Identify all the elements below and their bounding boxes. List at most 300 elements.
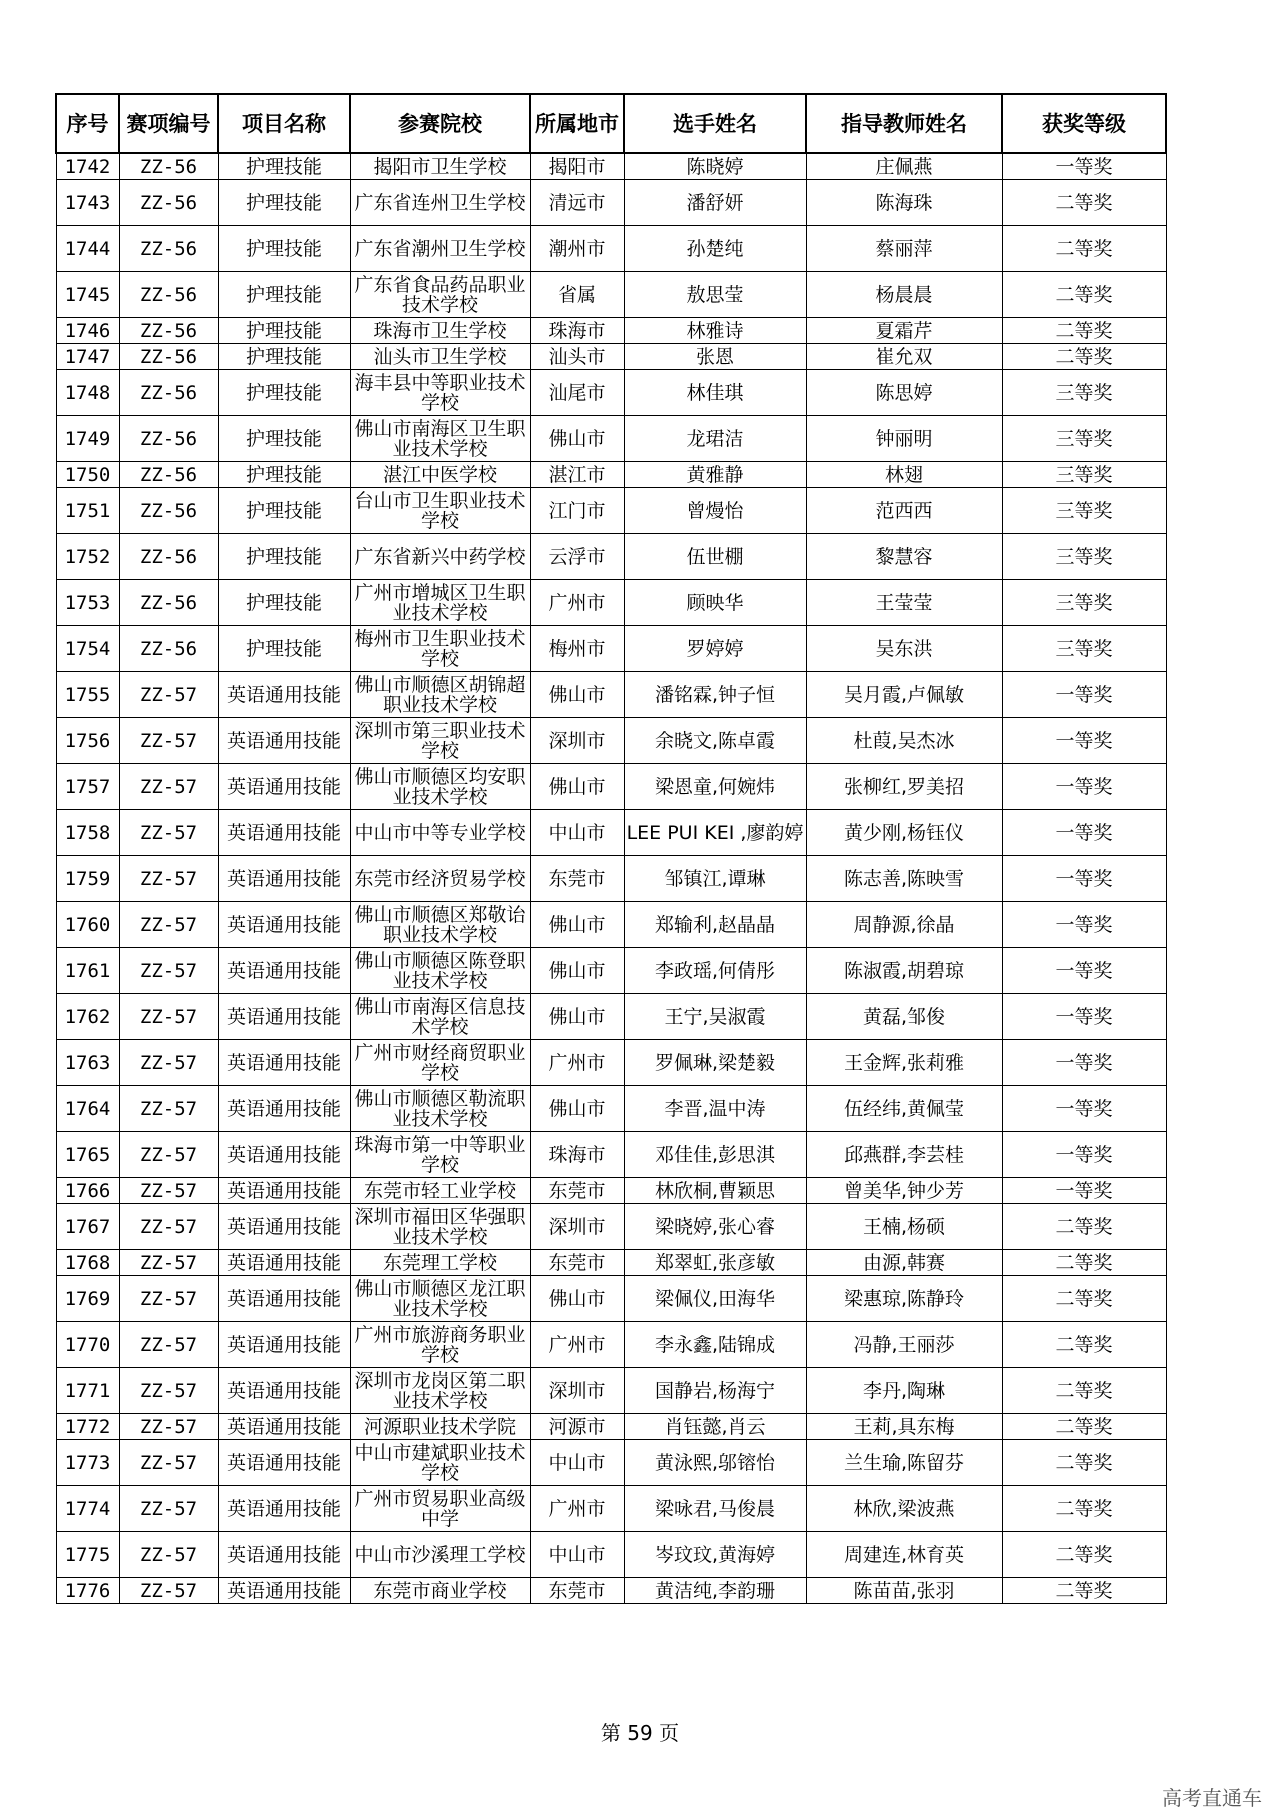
cell-players: 李晋,温中涛 [624, 1086, 806, 1132]
cell-city: 佛山市 [530, 1086, 624, 1132]
cell-school: 东莞理工学校 [350, 1250, 530, 1276]
cell-city: 梅州市 [530, 626, 624, 672]
cell-project: 英语通用技能 [218, 994, 350, 1040]
cell-no: 1771 [56, 1368, 119, 1414]
cell-no: 1756 [56, 718, 119, 764]
cell-award: 一等奖 [1002, 856, 1166, 902]
cell-school: 湛江中医学校 [350, 462, 530, 488]
cell-award: 二等奖 [1002, 1532, 1166, 1578]
cell-school: 佛山市顺德区陈登职业技术学校 [350, 948, 530, 994]
cell-school: 中山市中等专业学校 [350, 810, 530, 856]
cell-school: 佛山市南海区信息技术学校 [350, 994, 530, 1040]
cell-teachers: 邱燕群,李芸桂 [806, 1132, 1002, 1178]
cell-award: 一等奖 [1002, 718, 1166, 764]
cell-award: 一等奖 [1002, 764, 1166, 810]
table-row [56, 948, 1166, 994]
cell-code: ZZ-56 [119, 626, 218, 672]
cell-no: 1776 [56, 1578, 119, 1604]
table-row [56, 153, 1166, 180]
cell-no: 1772 [56, 1414, 119, 1440]
cell-city: 清远市 [530, 180, 624, 226]
cell-school: 广东省新兴中药学校 [350, 534, 530, 580]
cell-teachers: 杜葭,吴杰冰 [806, 718, 1002, 764]
cell-teachers: 黄磊,邹俊 [806, 994, 1002, 1040]
cell-school: 佛山市顺德区胡锦超职业技术学校 [350, 672, 530, 718]
table-row [56, 1578, 1166, 1604]
cell-city: 中山市 [530, 1440, 624, 1486]
cell-code: ZZ-57 [119, 994, 218, 1040]
page-number: 第 59 页 [600, 1721, 680, 1745]
cell-teachers: 崔允双 [806, 344, 1002, 370]
cell-teachers: 夏霜芹 [806, 318, 1002, 344]
cell-no: 1768 [56, 1250, 119, 1276]
cell-no: 1746 [56, 318, 119, 344]
cell-city: 中山市 [530, 810, 624, 856]
cell-code: ZZ-57 [119, 948, 218, 994]
cell-award: 一等奖 [1002, 994, 1166, 1040]
cell-award: 二等奖 [1002, 1440, 1166, 1486]
table-row [56, 272, 1166, 318]
cell-players: LEE PUI KEI ,廖韵婷 [624, 810, 806, 856]
cell-city: 东莞市 [530, 1578, 624, 1604]
cell-project: 英语通用技能 [218, 1178, 350, 1204]
cell-city: 佛山市 [530, 672, 624, 718]
cell-code: ZZ-56 [119, 272, 218, 318]
cell-school: 深圳市龙岗区第二职业技术学校 [350, 1368, 530, 1414]
cell-teachers: 王莹莹 [806, 580, 1002, 626]
cell-award: 二等奖 [1002, 1486, 1166, 1532]
cell-award: 一等奖 [1002, 672, 1166, 718]
cell-teachers: 冯静,王丽莎 [806, 1322, 1002, 1368]
cell-no: 1770 [56, 1322, 119, 1368]
cell-code: ZZ-56 [119, 226, 218, 272]
cell-no: 1744 [56, 226, 119, 272]
cell-award: 一等奖 [1002, 153, 1166, 180]
cell-players: 陈晓婷 [624, 153, 806, 180]
table-row [56, 488, 1166, 534]
cell-teachers: 由源,韩赛 [806, 1250, 1002, 1276]
cell-award: 三等奖 [1002, 580, 1166, 626]
cell-city: 河源市 [530, 1414, 624, 1440]
cell-code: ZZ-57 [119, 764, 218, 810]
table-row [56, 1086, 1166, 1132]
cell-city: 江门市 [530, 488, 624, 534]
cell-players: 罗佩琳,梁楚毅 [624, 1040, 806, 1086]
cell-award: 二等奖 [1002, 1322, 1166, 1368]
cell-no: 1760 [56, 902, 119, 948]
cell-players: 郑翠虹,张彦敏 [624, 1250, 806, 1276]
table-row [56, 1368, 1166, 1414]
cell-project: 护理技能 [218, 488, 350, 534]
cell-code: ZZ-57 [119, 1040, 218, 1086]
table-row [56, 764, 1166, 810]
cell-award: 二等奖 [1002, 180, 1166, 226]
cell-school: 佛山市顺德区龙江职业技术学校 [350, 1276, 530, 1322]
cell-project: 英语通用技能 [218, 1040, 350, 1086]
cell-project: 护理技能 [218, 370, 350, 416]
cell-players: 肖钰懿,肖云 [624, 1414, 806, 1440]
cell-code: ZZ-57 [119, 1578, 218, 1604]
cell-school: 佛山市顺德区勒流职业技术学校 [350, 1086, 530, 1132]
cell-no: 1751 [56, 488, 119, 534]
cell-code: ZZ-57 [119, 810, 218, 856]
cell-no: 1764 [56, 1086, 119, 1132]
cell-players: 伍世棚 [624, 534, 806, 580]
cell-teachers: 周建连,林育英 [806, 1532, 1002, 1578]
cell-award: 三等奖 [1002, 626, 1166, 672]
table-row [56, 1204, 1166, 1250]
table-row [56, 416, 1166, 462]
cell-no: 1743 [56, 180, 119, 226]
cell-no: 1775 [56, 1532, 119, 1578]
cell-code: ZZ-56 [119, 180, 218, 226]
cell-award: 三等奖 [1002, 534, 1166, 580]
cell-school: 东莞市商业学校 [350, 1578, 530, 1604]
cell-no: 1774 [56, 1486, 119, 1532]
cell-school: 东莞市轻工业学校 [350, 1178, 530, 1204]
cell-code: ZZ-56 [119, 344, 218, 370]
cell-city: 珠海市 [530, 1132, 624, 1178]
cell-players: 王宁,吴淑霞 [624, 994, 806, 1040]
cell-teachers: 伍经纬,黄佩莹 [806, 1086, 1002, 1132]
cell-players: 郑输利,赵晶晶 [624, 902, 806, 948]
cell-no: 1755 [56, 672, 119, 718]
cell-city: 湛江市 [530, 462, 624, 488]
cell-school: 汕头市卫生学校 [350, 344, 530, 370]
cell-no: 1763 [56, 1040, 119, 1086]
cell-school: 东莞市经济贸易学校 [350, 856, 530, 902]
cell-teachers: 杨晨晨 [806, 272, 1002, 318]
cell-project: 护理技能 [218, 180, 350, 226]
cell-city: 揭阳市 [530, 153, 624, 180]
cell-award: 二等奖 [1002, 1250, 1166, 1276]
cell-school: 广东省潮州卫生学校 [350, 226, 530, 272]
cell-city: 东莞市 [530, 1178, 624, 1204]
cell-no: 1765 [56, 1132, 119, 1178]
header-row [56, 94, 1166, 153]
cell-city: 中山市 [530, 1532, 624, 1578]
cell-teachers: 曾美华,钟少芳 [806, 1178, 1002, 1204]
cell-players: 潘铭霖,钟子恒 [624, 672, 806, 718]
cell-code: ZZ-57 [119, 856, 218, 902]
cell-players: 曾熳怡 [624, 488, 806, 534]
cell-code: ZZ-56 [119, 534, 218, 580]
cell-city: 汕头市 [530, 344, 624, 370]
cell-city: 佛山市 [530, 764, 624, 810]
table-row [56, 580, 1166, 626]
cell-teachers: 黄少刚,杨钰仪 [806, 810, 1002, 856]
table-row [56, 1414, 1166, 1440]
cell-code: ZZ-57 [119, 1322, 218, 1368]
cell-code: ZZ-57 [119, 718, 218, 764]
table-row [56, 1040, 1166, 1086]
cell-school: 河源职业技术学院 [350, 1414, 530, 1440]
cell-code: ZZ-57 [119, 1486, 218, 1532]
table-row [56, 810, 1166, 856]
cell-award: 二等奖 [1002, 1578, 1166, 1604]
cell-project: 英语通用技能 [218, 1440, 350, 1486]
cell-city: 佛山市 [530, 948, 624, 994]
cell-school: 揭阳市卫生学校 [350, 153, 530, 180]
cell-award: 一等奖 [1002, 1178, 1166, 1204]
cell-teachers: 蔡丽萍 [806, 226, 1002, 272]
cell-players: 林佳琪 [624, 370, 806, 416]
cell-teachers: 庄佩燕 [806, 153, 1002, 180]
cell-city: 深圳市 [530, 1368, 624, 1414]
header-award: 获奖等级 [1002, 94, 1166, 153]
cell-project: 英语通用技能 [218, 764, 350, 810]
cell-teachers: 兰生瑜,陈留芬 [806, 1440, 1002, 1486]
cell-teachers: 王楠,杨硕 [806, 1204, 1002, 1250]
cell-award: 二等奖 [1002, 226, 1166, 272]
cell-school: 深圳市福田区华强职业技术学校 [350, 1204, 530, 1250]
cell-no: 1773 [56, 1440, 119, 1486]
cell-teachers: 陈海珠 [806, 180, 1002, 226]
cell-no: 1757 [56, 764, 119, 810]
cell-project: 护理技能 [218, 534, 350, 580]
cell-code: ZZ-56 [119, 370, 218, 416]
cell-city: 佛山市 [530, 1276, 624, 1322]
awards-table [55, 93, 1167, 1604]
cell-players: 余晓文,陈卓霞 [624, 718, 806, 764]
cell-teachers: 陈苗苗,张羽 [806, 1578, 1002, 1604]
cell-code: ZZ-57 [119, 1368, 218, 1414]
cell-award: 一等奖 [1002, 948, 1166, 994]
cell-city: 广州市 [530, 1486, 624, 1532]
cell-code: ZZ-56 [119, 416, 218, 462]
cell-teachers: 钟丽明 [806, 416, 1002, 462]
cell-teachers: 王金辉,张莉雅 [806, 1040, 1002, 1086]
table-row [56, 534, 1166, 580]
table-row [56, 856, 1166, 902]
cell-award: 一等奖 [1002, 902, 1166, 948]
cell-players: 黄洁纯,李韵珊 [624, 1578, 806, 1604]
cell-no: 1761 [56, 948, 119, 994]
cell-project: 英语通用技能 [218, 1250, 350, 1276]
cell-school: 珠海市第一中等职业学校 [350, 1132, 530, 1178]
cell-players: 梁佩仪,田海华 [624, 1276, 806, 1322]
cell-school: 广东省连州卫生学校 [350, 180, 530, 226]
cell-players: 梁晓婷,张心睿 [624, 1204, 806, 1250]
cell-code: ZZ-56 [119, 153, 218, 180]
cell-project: 英语通用技能 [218, 1132, 350, 1178]
cell-code: ZZ-57 [119, 1276, 218, 1322]
cell-players: 岑玟玟,黄海婷 [624, 1532, 806, 1578]
table-row [56, 902, 1166, 948]
table-row [56, 718, 1166, 764]
cell-players: 孙楚纯 [624, 226, 806, 272]
cell-city: 深圳市 [530, 718, 624, 764]
cell-school: 中山市沙溪理工学校 [350, 1532, 530, 1578]
cell-award: 三等奖 [1002, 370, 1166, 416]
cell-code: ZZ-57 [119, 672, 218, 718]
cell-award: 三等奖 [1002, 488, 1166, 534]
cell-project: 护理技能 [218, 416, 350, 462]
cell-city: 珠海市 [530, 318, 624, 344]
cell-school: 广州市财经商贸职业学校 [350, 1040, 530, 1086]
cell-no: 1753 [56, 580, 119, 626]
table-row [56, 1178, 1166, 1204]
cell-teachers: 陈淑霞,胡碧琼 [806, 948, 1002, 994]
cell-school: 广州市旅游商务职业学校 [350, 1322, 530, 1368]
cell-teachers: 林欣,梁波燕 [806, 1486, 1002, 1532]
cell-players: 李政瑶,何倩彤 [624, 948, 806, 994]
cell-award: 一等奖 [1002, 1086, 1166, 1132]
cell-no: 1766 [56, 1178, 119, 1204]
cell-award: 二等奖 [1002, 1414, 1166, 1440]
cell-award: 三等奖 [1002, 462, 1166, 488]
cell-project: 英语通用技能 [218, 1532, 350, 1578]
table-row [56, 1250, 1166, 1276]
cell-players: 龙珺洁 [624, 416, 806, 462]
cell-city: 广州市 [530, 1322, 624, 1368]
cell-teachers: 梁惠琼,陈静玲 [806, 1276, 1002, 1322]
cell-school: 珠海市卫生学校 [350, 318, 530, 344]
cell-project: 英语通用技能 [218, 1486, 350, 1532]
cell-players: 梁恩童,何婉炜 [624, 764, 806, 810]
cell-project: 护理技能 [218, 626, 350, 672]
cell-code: ZZ-57 [119, 1178, 218, 1204]
table-row [56, 1132, 1166, 1178]
cell-players: 黄雅静 [624, 462, 806, 488]
cell-project: 英语通用技能 [218, 1204, 350, 1250]
cell-award: 一等奖 [1002, 810, 1166, 856]
cell-code: ZZ-57 [119, 1204, 218, 1250]
cell-project: 英语通用技能 [218, 718, 350, 764]
cell-award: 二等奖 [1002, 1368, 1166, 1414]
cell-no: 1759 [56, 856, 119, 902]
cell-players: 林雅诗 [624, 318, 806, 344]
cell-code: ZZ-57 [119, 1250, 218, 1276]
cell-award: 三等奖 [1002, 416, 1166, 462]
cell-players: 梁咏君,马俊晨 [624, 1486, 806, 1532]
cell-teachers: 范西西 [806, 488, 1002, 534]
cell-award: 一等奖 [1002, 1040, 1166, 1086]
header-no: 序号 [56, 94, 119, 153]
watermark: 高考直通车 [1162, 1786, 1262, 1810]
table-row [56, 1486, 1166, 1532]
cell-city: 省属 [530, 272, 624, 318]
cell-teachers: 吴月霞,卢佩敏 [806, 672, 1002, 718]
header-school: 参赛院校 [350, 94, 530, 153]
cell-school: 中山市建斌职业技术学校 [350, 1440, 530, 1486]
header-city: 所属地市 [530, 94, 624, 153]
cell-code: ZZ-57 [119, 1414, 218, 1440]
table-row [56, 1276, 1166, 1322]
cell-school: 佛山市顺德区均安职业技术学校 [350, 764, 530, 810]
cell-code: ZZ-57 [119, 1532, 218, 1578]
cell-city: 云浮市 [530, 534, 624, 580]
cell-players: 罗婷婷 [624, 626, 806, 672]
cell-code: ZZ-56 [119, 488, 218, 534]
table-row [56, 226, 1166, 272]
cell-code: ZZ-56 [119, 580, 218, 626]
cell-players: 顾映华 [624, 580, 806, 626]
cell-city: 潮州市 [530, 226, 624, 272]
table-row [56, 462, 1166, 488]
cell-city: 东莞市 [530, 1250, 624, 1276]
cell-project: 英语通用技能 [218, 1322, 350, 1368]
cell-award: 二等奖 [1002, 318, 1166, 344]
cell-code: ZZ-57 [119, 1086, 218, 1132]
cell-city: 广州市 [530, 580, 624, 626]
cell-award: 一等奖 [1002, 1132, 1166, 1178]
cell-city: 广州市 [530, 1040, 624, 1086]
cell-award: 二等奖 [1002, 1204, 1166, 1250]
cell-code: ZZ-57 [119, 1440, 218, 1486]
cell-school: 佛山市顺德区郑敬诒职业技术学校 [350, 902, 530, 948]
cell-city: 汕尾市 [530, 370, 624, 416]
cell-players: 李永鑫,陆锦成 [624, 1322, 806, 1368]
cell-no: 1749 [56, 416, 119, 462]
cell-school: 佛山市南海区卫生职业技术学校 [350, 416, 530, 462]
table-row [56, 626, 1166, 672]
table-row [56, 370, 1166, 416]
cell-players: 邓佳佳,彭思淇 [624, 1132, 806, 1178]
cell-players: 敖思莹 [624, 272, 806, 318]
table-row [56, 1322, 1166, 1368]
cell-players: 国静岩,杨海宁 [624, 1368, 806, 1414]
cell-award: 二等奖 [1002, 272, 1166, 318]
cell-teachers: 周静源,徐晶 [806, 902, 1002, 948]
cell-code: ZZ-57 [119, 1132, 218, 1178]
cell-project: 护理技能 [218, 153, 350, 180]
cell-school: 台山市卫生职业技术学校 [350, 488, 530, 534]
table-row [56, 1532, 1166, 1578]
cell-school: 深圳市第三职业技术学校 [350, 718, 530, 764]
cell-code: ZZ-56 [119, 318, 218, 344]
cell-city: 佛山市 [530, 416, 624, 462]
cell-project: 英语通用技能 [218, 856, 350, 902]
cell-teachers: 王莉,具东梅 [806, 1414, 1002, 1440]
cell-no: 1758 [56, 810, 119, 856]
cell-players: 潘舒妍 [624, 180, 806, 226]
header-teachers: 指导教师姓名 [806, 94, 1002, 153]
cell-players: 邹镇江,谭琳 [624, 856, 806, 902]
cell-teachers: 张柳红,罗美招 [806, 764, 1002, 810]
cell-project: 英语通用技能 [218, 1414, 350, 1440]
cell-award: 二等奖 [1002, 1276, 1166, 1322]
table-row [56, 994, 1166, 1040]
cell-project: 护理技能 [218, 580, 350, 626]
cell-project: 英语通用技能 [218, 1086, 350, 1132]
cell-no: 1742 [56, 153, 119, 180]
cell-teachers: 黎慧容 [806, 534, 1002, 580]
cell-teachers: 林翅 [806, 462, 1002, 488]
cell-city: 佛山市 [530, 902, 624, 948]
cell-city: 深圳市 [530, 1204, 624, 1250]
cell-city: 东莞市 [530, 856, 624, 902]
cell-no: 1752 [56, 534, 119, 580]
cell-no: 1745 [56, 272, 119, 318]
table-row [56, 318, 1166, 344]
cell-players: 林欣桐,曹颖思 [624, 1178, 806, 1204]
cell-project: 英语通用技能 [218, 1276, 350, 1322]
cell-no: 1762 [56, 994, 119, 1040]
cell-project: 英语通用技能 [218, 672, 350, 718]
table-row [56, 1440, 1166, 1486]
cell-teachers: 陈思婷 [806, 370, 1002, 416]
cell-code: ZZ-57 [119, 902, 218, 948]
cell-project: 英语通用技能 [218, 810, 350, 856]
cell-school: 梅州市卫生职业技术学校 [350, 626, 530, 672]
cell-no: 1767 [56, 1204, 119, 1250]
cell-project: 英语通用技能 [218, 902, 350, 948]
header-project: 项目名称 [218, 94, 350, 153]
cell-players: 黄泳熙,邬镕怡 [624, 1440, 806, 1486]
cell-school: 广州市贸易职业高级中学 [350, 1486, 530, 1532]
table-row [56, 180, 1166, 226]
